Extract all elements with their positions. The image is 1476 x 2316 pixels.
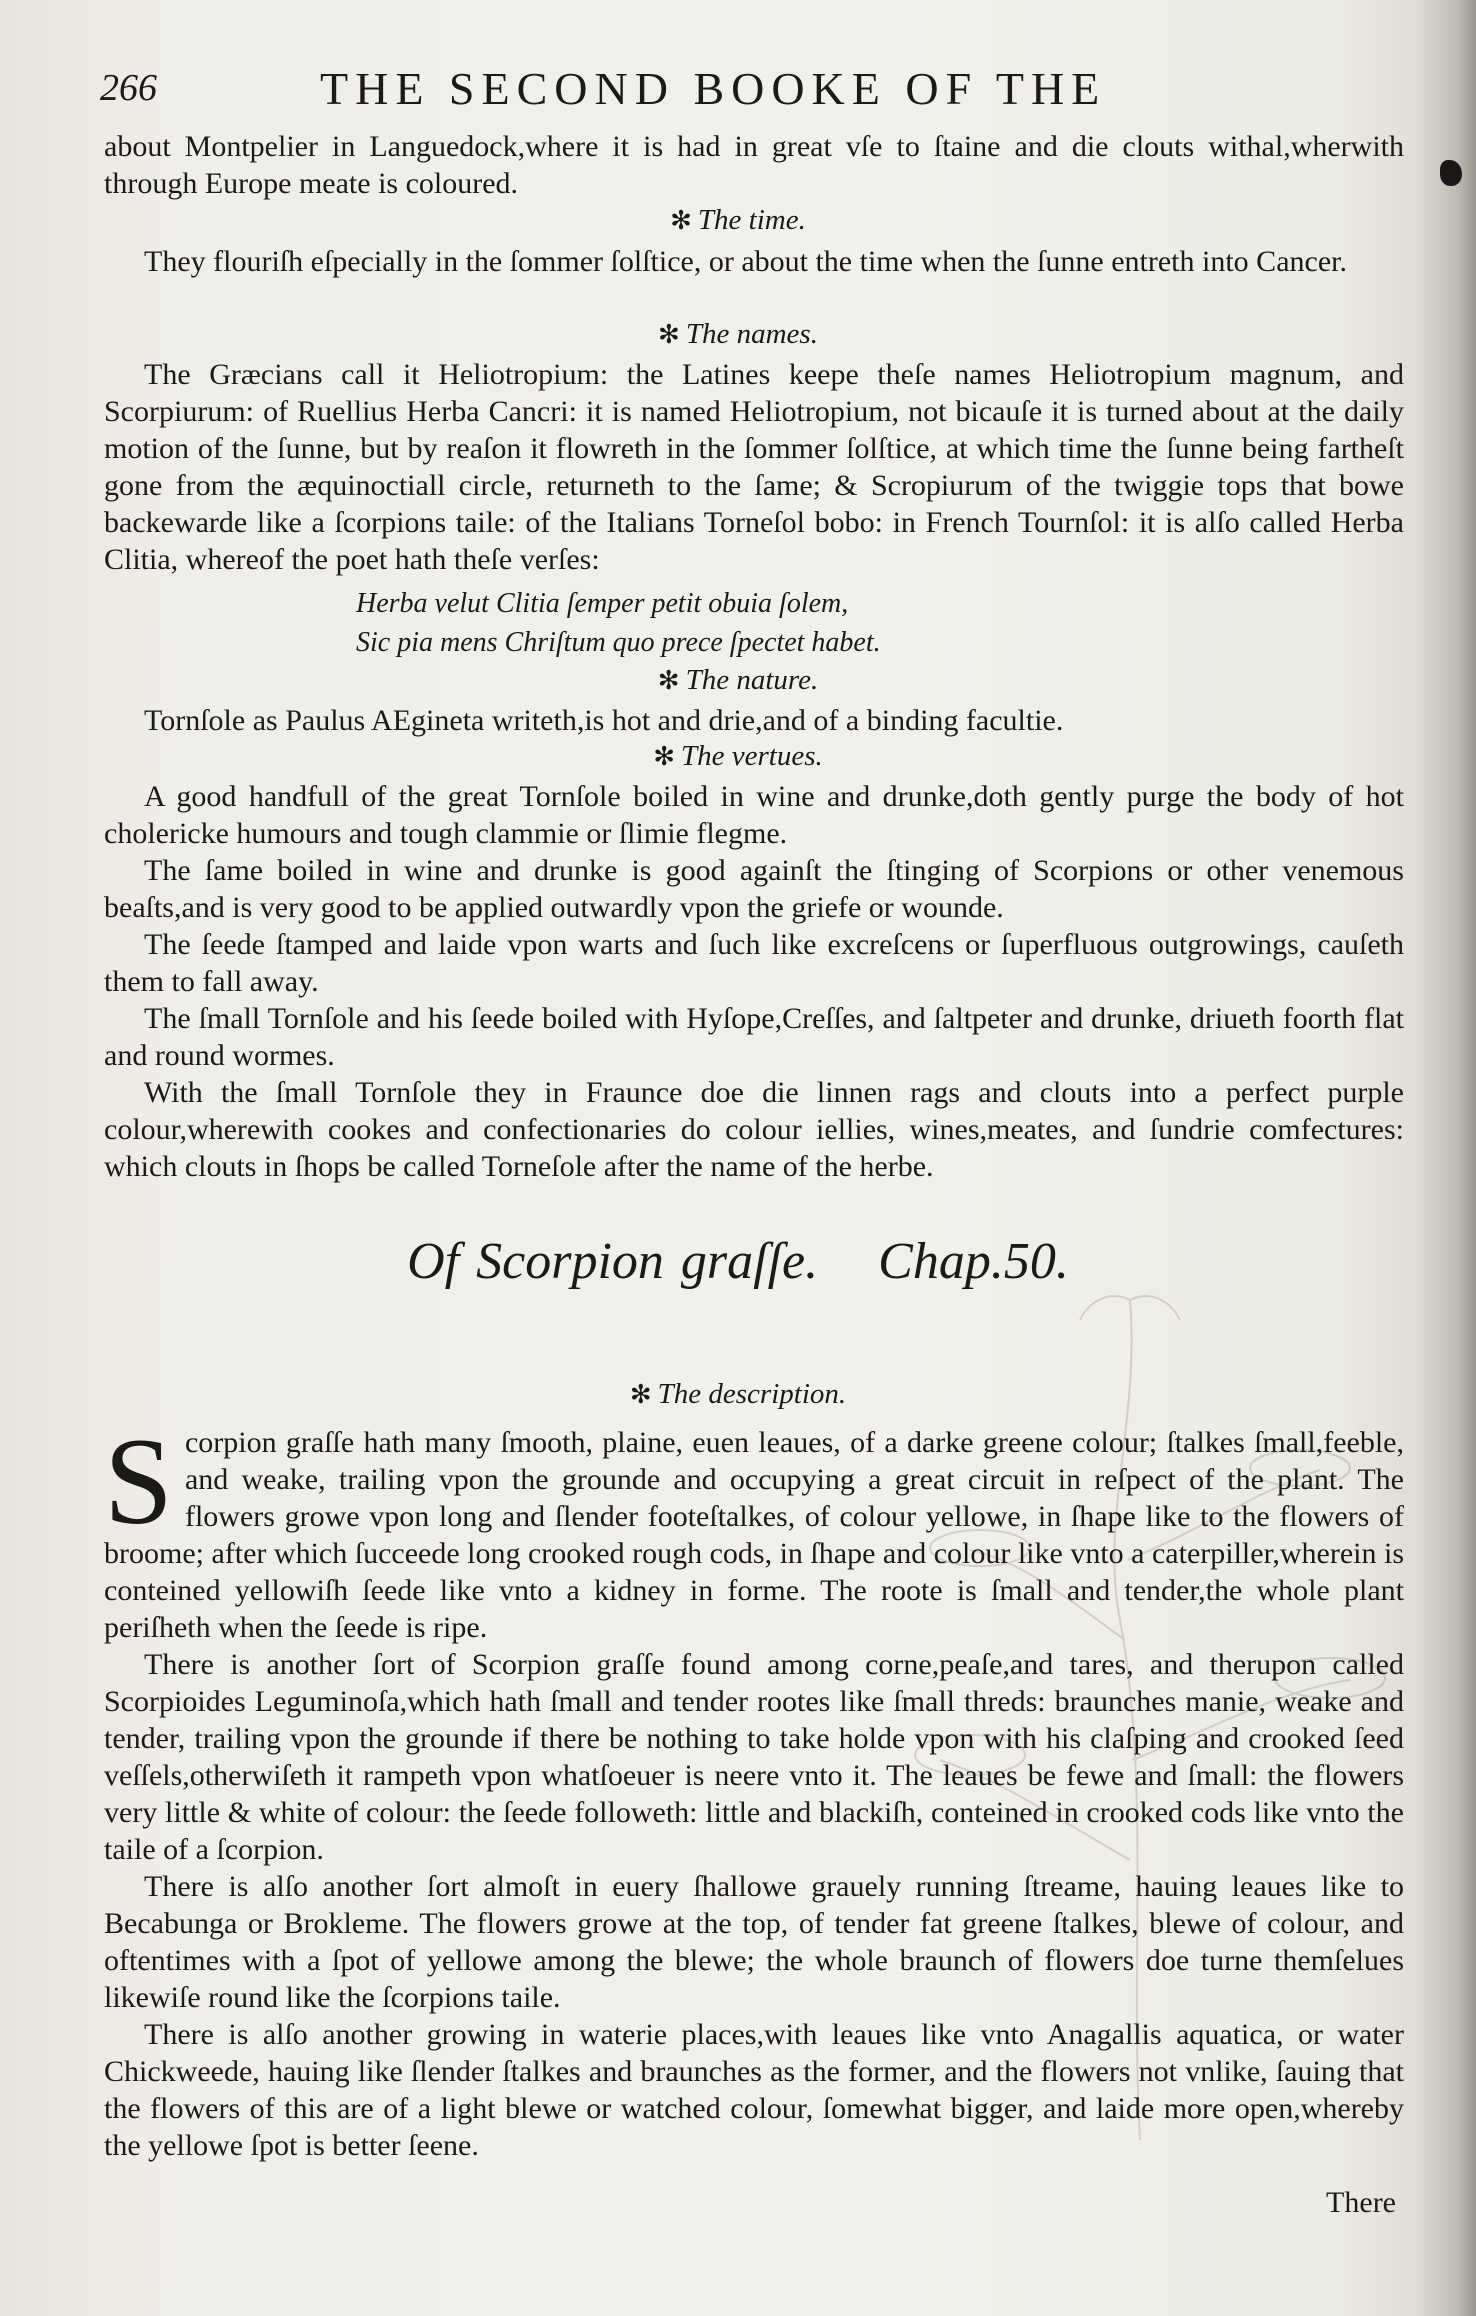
ink-blot-mark xyxy=(1440,160,1462,186)
drop-cap-initial: S xyxy=(104,1413,173,1550)
names-paragraph: The Græcians call it Heliotropium: the Latines keepe theſe names Heliotropium magnum, and Scorpiurum: of Ruellius Herba Cancri: it is named Heliotropium, not bicauſe it is turned about at the daily motion of the ſunne, but by reaſon it flowreth in the ſommer ſolſtice, at which time the ſunne being fartheſt gone from the æquinoctiall circle, returneth to the ſame; & Scropiurum of the twiggie tops that bowe backewarde like a ſcorpions taile: of the Italians Torneſol bobo: in French Tournſol: it is alſo called Herba Clitia, whereof the poet hath theſe verſes: xyxy=(104,358,1404,576)
description-paragraph: There is alſo another ſort almoſt in euery ſhallowe grauely running ſtreame, hauing leaues like to Becabunga or Brokleme. The flowers growe at the top, of tender fat greene ſtalkes, blewe of colour, and oftentimes with a ſpot of yellowe among the blewe; the whole braunch of flowers doe turne themſelues likewiſe round like the ſcorpions taile. xyxy=(104,1870,1404,2014)
chapter-title: Of Scorpion graſſe. xyxy=(407,1233,819,1290)
vertue-paragraph: The ſmall Tornſole and his ſeede boiled with Hyſope,Creſſes, and ſaltpeter and drunke, driueth foorth flat and round wormes. xyxy=(104,1002,1404,1072)
vertue-paragraph: The ſeede ſtamped and laide vpon warts and ſuch like excreſcens or ſuperfluous outgrowings, cauſeth them to fall away. xyxy=(104,928,1404,998)
section-head-description-label: The description. xyxy=(657,1378,847,1410)
asterism-icon: ✻ xyxy=(670,206,692,235)
description-first-paragraph xyxy=(104,1413,1404,1646)
section-head-names xyxy=(0,318,1476,351)
nature-paragraph: Tornſole as Paulus AEgineta writeth,is hot and drie,and of a binding facultie. xyxy=(144,704,1064,737)
description-first-text: corpion graſſe hath many ſmooth, plaine, euen leaues, of a darke greene colour; ſtalkes ſmall,feeble, and weake, trailing vpon the grounde and occupying a great circuit in reſpect of the plant. The flowers growe vpon long and ſlender footeſtalkes, of colour yellowe, in ſhape like to the flowers of broome; after which ſucceede long crooked rough cods, in ſhape and colour like vnto a caterpiller,wherein is conteined yellowiſh ſeede like vnto a kidney in forme. The roote is ſmall and tender,the whole plant periſheth when the ſeede is ripe. xyxy=(104,1426,1404,1644)
chapter-number: Chap.50. xyxy=(878,1233,1069,1290)
section-head-description xyxy=(0,1378,1476,1411)
time-paragraph: They flouriſh eſpecially in the ſommer ſolſtice, or about the time when the ſunne entreth into Cancer. xyxy=(144,245,1347,278)
verse-line-1: Herba velut Clitia ſemper petit obuia ſolem, xyxy=(356,588,849,619)
catchword: There xyxy=(1326,2186,1396,2219)
description-paragraph: There is alſo another growing in waterie places,with leaues like vnto Anagallis aquatica, or water Chickweede, hauing like ſlender ſtalkes and braunches as the former, and the flowers not vnlike, ſauing that the flowers of this are of a light blewe or watched colour, ſomewhat bigger, and laide more open,whereby the yellowe ſpot is better ſeene. xyxy=(104,2018,1404,2162)
description-paragraph: There is another ſort of Scorpion graſſe found among corne,peaſe,and tares, and therupon called Scorpioides Leguminoſa,which hath ſmall and tender rootes like ſmall threds: braunches manie, weake and tender, trailing vpon the grounde if there be nothing to take holde vpon with his claſping and crooked ſeed veſſels,otherwiſeth it rampeth vpon whatſoeuer is neere vnto it. The leaues be fewe and ſmall: the flowers very little & white of colour: the ſeede followeth: little and blackiſh, conteined in crooked cods like vnto the taile of a ſcorpion. xyxy=(104,1648,1404,1866)
asterism-icon: ✻ xyxy=(629,1380,652,1409)
asterism-icon: ✻ xyxy=(657,666,680,695)
section-head-vertues xyxy=(0,740,1476,773)
section-head-nature xyxy=(0,664,1476,697)
asterism-icon: ✻ xyxy=(653,742,676,771)
chapter-heading xyxy=(0,1232,1476,1291)
section-head-nature-label: The nature. xyxy=(685,664,819,696)
section-head-names-label: The names. xyxy=(685,318,818,350)
intro-block xyxy=(104,128,1404,202)
verse-line-2: Sic pia mens Chriſtum quo prece ſpectet habet. xyxy=(356,627,881,658)
asterism-icon: ✻ xyxy=(658,320,680,349)
section-head-time-label: The time. xyxy=(697,204,806,236)
running-head xyxy=(100,62,1400,122)
time-block xyxy=(104,243,1404,280)
vertue-paragraph: With the ſmall Tornſole they in Fraunce doe die linnen rags and clouts into a perfect purple colour,wherewith cookes and confectionaries do colour iellies, wines,meates, and ſundrie comfectures: which clouts in ſhops be called Torneſole after the name of the herbe. xyxy=(104,1076,1404,1183)
intro-paragraph: about Montpelier in Languedock,where it is had in great vſe to ſtaine and die clouts withal,wherwith through Europe meate is coloured. xyxy=(104,130,1404,200)
section-head-vertues-label: The vertues. xyxy=(681,740,823,772)
section-head-time xyxy=(0,204,1476,237)
vertue-paragraph: The ſame boiled in wine and drunke is good againſt the ſtinging of Scorpions or other venemous beaſts,and is very good to be applied outwardly vpon the griefe or wounde. xyxy=(104,854,1404,924)
nature-block xyxy=(104,702,1404,739)
vertue-paragraph: A good handfull of the great Tornſole boiled in wine and drunke,doth gently purge the body of hot cholericke humours and tough clammie or ſlimie flegme. xyxy=(104,780,1404,850)
names-block xyxy=(104,356,1404,578)
vertues-block xyxy=(104,778,1404,1185)
description-block xyxy=(104,1413,1404,2164)
book-title: THE SECOND BOOKE OF THE xyxy=(320,63,1107,114)
page-number: 266 xyxy=(100,67,157,109)
